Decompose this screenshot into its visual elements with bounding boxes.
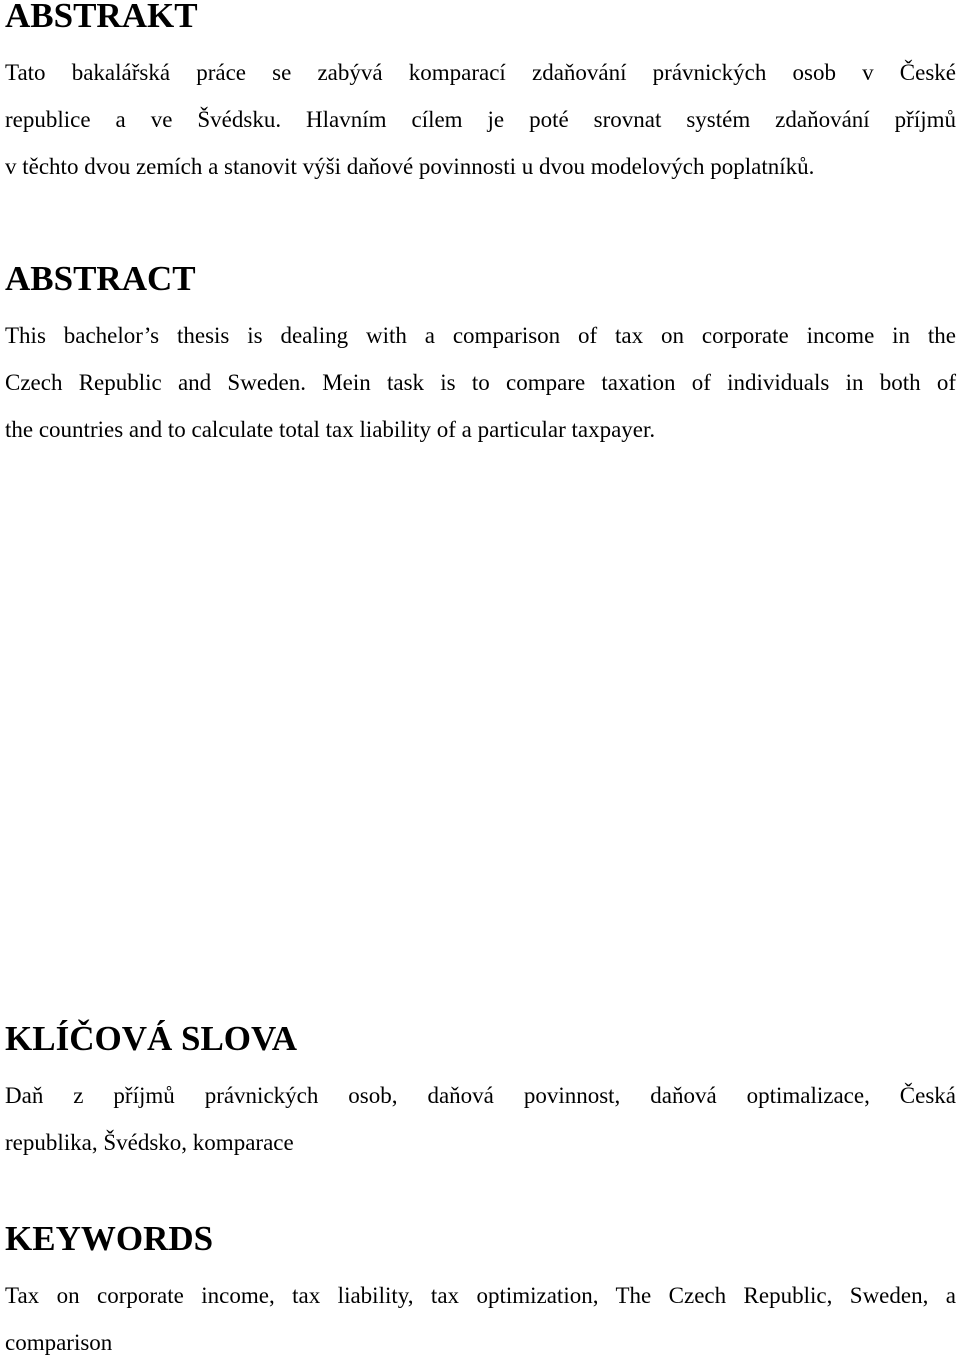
keywords-line: comparison <box>5 1330 113 1355</box>
abstrakt-paragraph <box>5 49 956 190</box>
klicova-slova-paragraph <box>5 1072 956 1166</box>
klicova-slova-line: Daň z příjmů právnických osob, daňová povinnost, daňová optimalizace, Česká <box>5 1083 956 1108</box>
abstract-heading: ABSTRACT <box>5 259 196 298</box>
abstrakt-line: republice a ve Švédsku. Hlavním cílem je poté srovnat systém zdaňování příjmů <box>5 107 956 132</box>
abstrakt-line: Tato bakalářská práce se zabývá komparací zdaňování právnických osob v České <box>5 60 956 85</box>
keywords-heading: KEYWORDS <box>5 1219 214 1258</box>
abstrakt-line: v těchto dvou zemích a stanovit výši daňové povinnosti u dvou modelových poplatníků. <box>5 154 815 179</box>
keywords-line: Tax on corporate income, tax liability, tax optimization, The Czech Republic, Sweden, a <box>5 1283 956 1308</box>
abstract-line: the countries and to calculate total tax liability of a particular taxpayer. <box>5 417 656 442</box>
abstract-line: This bachelor’s thesis is dealing with a comparison of tax on corporate income in the <box>5 323 956 348</box>
abstract-line: Czech Republic and Sweden. Mein task is to compare taxation of individuals in both of <box>5 370 956 395</box>
keywords-paragraph <box>5 1272 956 1366</box>
klicova-slova-heading: KLÍČOVÁ SLOVA <box>5 1019 298 1058</box>
klicova-slova-line: republika, Švédsko, komparace <box>5 1130 294 1155</box>
abstrakt-heading: ABSTRAKT <box>5 0 198 35</box>
abstract-paragraph <box>5 312 956 453</box>
